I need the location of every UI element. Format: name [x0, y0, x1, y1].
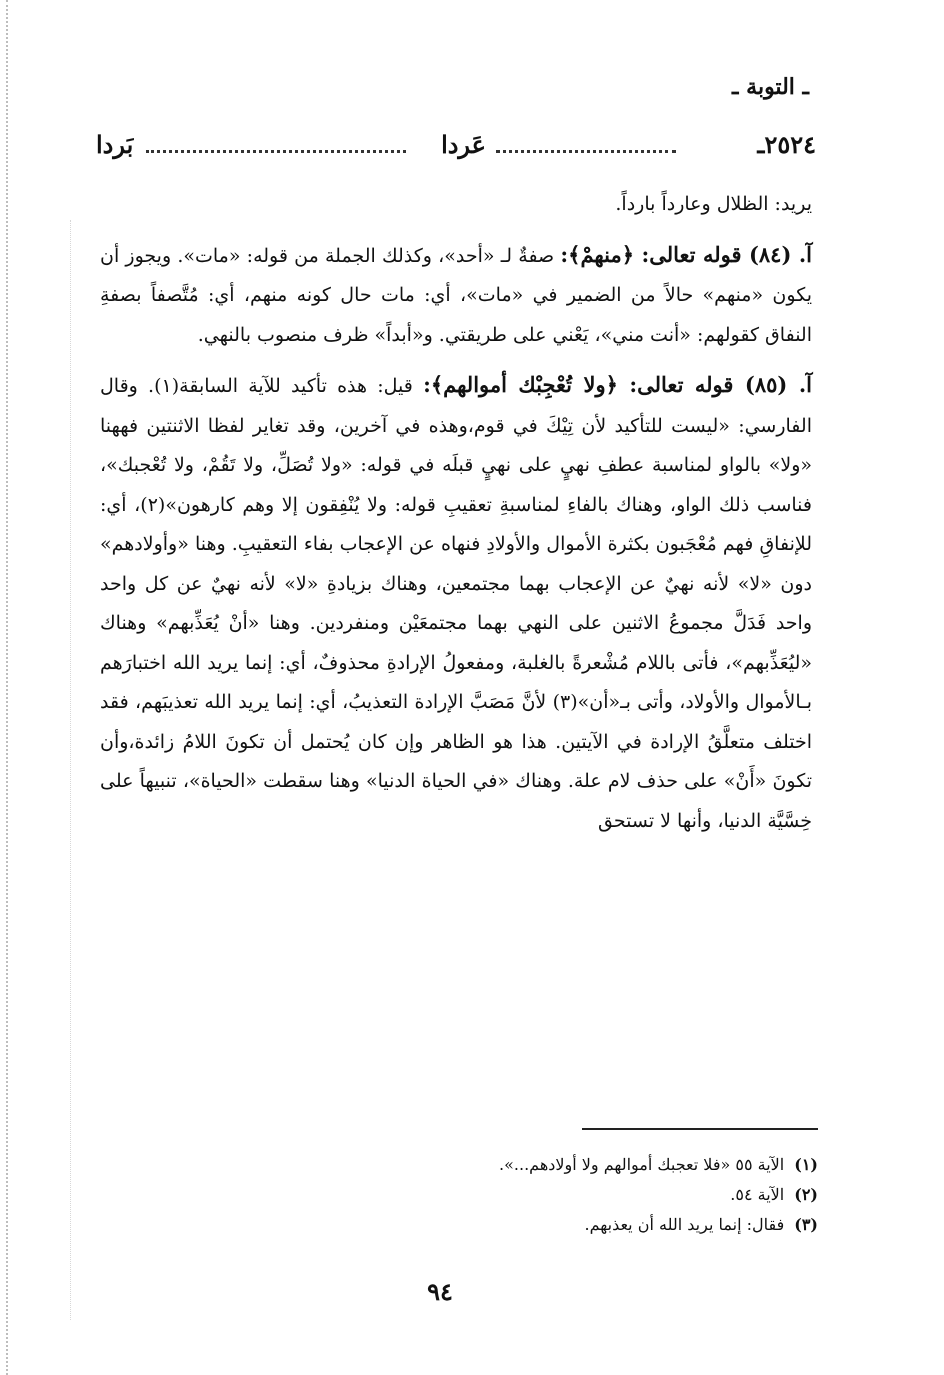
- footnote-text: الآية ٥٤.: [730, 1185, 785, 1204]
- scan-margin-dots: [6, 0, 8, 1375]
- footnotes: [128, 1150, 818, 1240]
- paragraph-text: قيل: هذه تأكيد للآية السابقة(١). وقال الفارسي: «ليست للتأكيد لأن تِيْكَ في قوم،وهذه في آخرين، وقد تغاير لفظا الاثنتين فههنا «ولا» بالواو لمناسبة عطفِ نهيٍ على نهيٍ قبلَه في قوله: «ولا تُصَلِّ، ولا تَقُمْ، ولا تُعْجبك»، فناسب ذلك الواو، وهناك بالفاءِ لمناسبةِ تعقيبِ قوله: ولا يُنْفِقون إلا وهم كارهون»(٢)، أي: للإنفاقِ فهم مُعْجَبون بكثرة الأموال والأولادِ فنهاه عن الإعجاب بفاء التعقيبِ. وهنا «وأولادهم» دون «لا» لأنه نهيٌ عن الإعجاب بهما مجتمعين، وهناك بزيادةِ «لا» لأنه نهيٌ عن كل واحد واحد فَدَلَّ مجموعُ الاثنين على النهي بهما مجتمعَيْن ومنفردين. وهنا «أنْ يُعَذِّبهم» وهناك «ليُعَذِّبهم»، فأتى باللام مُشْعرةً بالغلبة، ومفعولُ الإرادةِ محذوفٌ، أي: إنما يريد الله اختبارَهم بـالأموال والأولاد، وأتى بـ«أن»(٣) لأنَّ مَصَبَّ الإرادة التعذيبُ، أي: إنما يريد الله تعذيبَهم، فقد اختلف متعلَّقُ الإرادة في الآيتين. هذا هو الظاهر وإن كان يُحتمل أن تكونَ اللامُ زائدة،وأن تكونَ «أَنْ» على حذف لام علة. وهناك «في الحياة الدنيا» وهنا سقطت «الحياة»، تنبيهاً على خِسَّيَّة الدنيا، وأنها لا تستحق: [100, 375, 813, 832]
- paragraph: [100, 185, 812, 225]
- footnote-separator: [582, 1128, 818, 1130]
- footnote: [128, 1150, 818, 1180]
- footnote-text: فقال: إنما يريد الله أن يعذبهم.: [584, 1215, 785, 1234]
- running-head: ـ التوبة ـ: [732, 74, 809, 100]
- paragraph-text: يريد: الظلال وعارداً بارداً.: [615, 193, 812, 215]
- paragraph: [100, 235, 812, 356]
- verse-word-2: بَردا: [96, 130, 134, 159]
- footnote-number: (١): [794, 1155, 818, 1174]
- footnote-number: (٢): [794, 1185, 818, 1204]
- dotted-leader: [496, 130, 676, 153]
- footnote-number: (٣): [794, 1215, 818, 1234]
- footnote: [128, 1210, 818, 1240]
- verse-word-1: عَردا: [441, 130, 486, 159]
- verse-number: ٢٥٢٤ـ: [757, 130, 816, 159]
- page-number: ٩٤: [427, 1277, 453, 1306]
- paragraph: [100, 365, 812, 841]
- verse-heading: آ. (٨٥) قوله تعالى: ﴿ولا تُعْجِبْك أموالهم﴾:: [423, 372, 812, 397]
- main-text: [100, 185, 812, 851]
- paragraph-text: صفةٌ لـ «أحد»، وكذلك الجملة من قوله: «مات». ويجوز أن يكون «منهم» حالاً من الضمير في «مات»، أي: مات حال كونه منهم، أي: مُتَّصفاً بصفةِ النفاق كقولهم: «أنت مني»، يَعْني على طريقتي. و«أبداً» ظرف منصوب بالنهي.: [100, 244, 812, 346]
- footnote-text: الآية ٥٥ «فلا تعجبك أموالهم ولا أولادهم...».: [499, 1155, 785, 1174]
- verse-line: [96, 130, 816, 164]
- footnote: [128, 1180, 818, 1210]
- verse-heading: آ. (٨٤) قوله تعالى: ﴿منهمْ﴾:: [560, 241, 812, 267]
- dotted-leader: [146, 130, 406, 153]
- scan-margin-dots-inner: [70, 220, 71, 1320]
